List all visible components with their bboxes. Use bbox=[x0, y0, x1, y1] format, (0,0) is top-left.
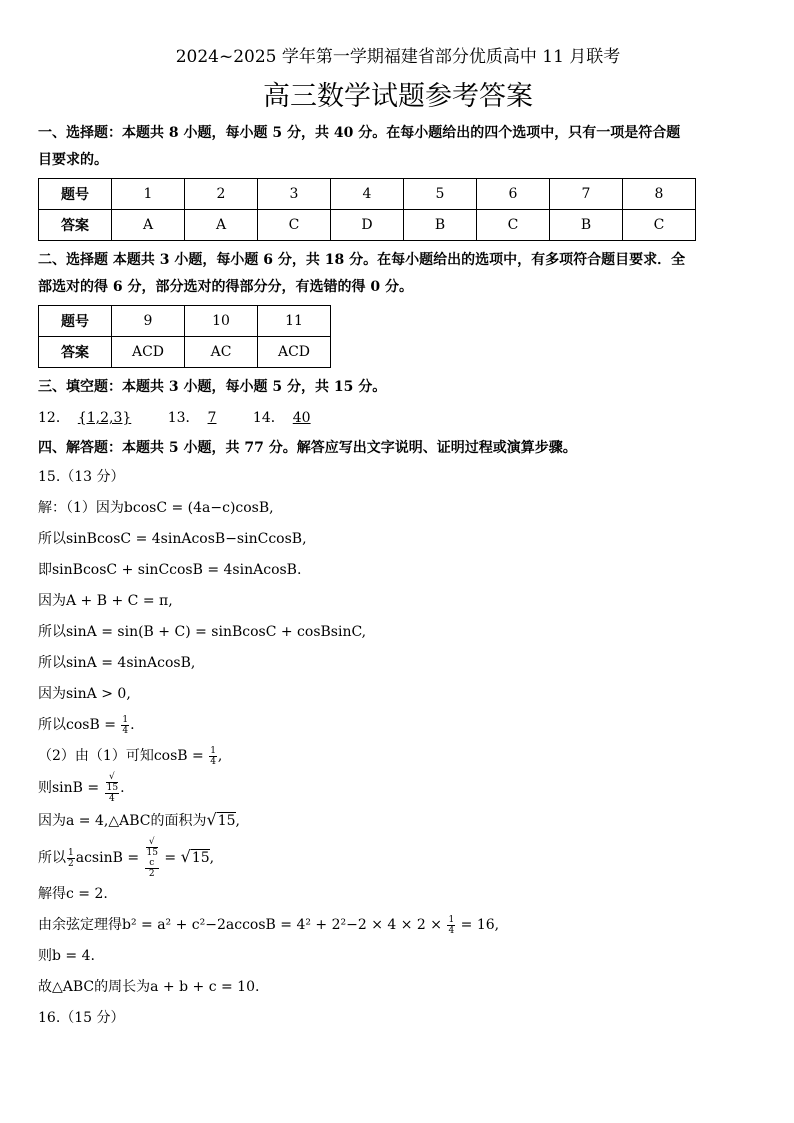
fraction bbox=[67, 848, 75, 869]
line-text: = 16, bbox=[456, 917, 500, 933]
question-number: 10 bbox=[185, 306, 258, 337]
fraction-denominator: 2 bbox=[68, 858, 74, 869]
fraction-denominator: 4 bbox=[210, 756, 216, 767]
question-number: 1 bbox=[112, 179, 185, 210]
question-number: 7 bbox=[550, 179, 623, 210]
answer-cell: ACD bbox=[258, 337, 331, 368]
answer-cell: ACD bbox=[112, 337, 185, 368]
row-label-answer: 答案 bbox=[39, 210, 112, 241]
fill-item-number: 14． bbox=[252, 410, 285, 426]
q15-header: 15.（13 分） bbox=[38, 469, 125, 485]
section1-heading: 一、选择题：本题共 8 小题，每小题 5 分，共 40 分。在每小题给出的四个选项中，只有一项是符合题 bbox=[38, 125, 681, 141]
question-number: 6 bbox=[477, 179, 550, 210]
question-number: 4 bbox=[331, 179, 404, 210]
section3-heading: 三、填空题：本题共 3 小题，每小题 5 分，共 15 分。 bbox=[38, 379, 387, 395]
fraction bbox=[105, 772, 119, 804]
line-text: 因为a = 4,△ABC的面积为 bbox=[38, 813, 207, 829]
answer-cell: AC bbox=[185, 337, 258, 368]
solution-line: 因为sinA > 0, bbox=[38, 686, 131, 702]
exam-title: 2024~2025 学年第一学期福建省部分优质高中 11 月联考 bbox=[175, 47, 621, 67]
fraction-numerator: 1 bbox=[68, 847, 74, 858]
question-number: 5 bbox=[404, 179, 477, 210]
equals: = bbox=[159, 850, 181, 866]
sqrt-radicand: 15 bbox=[146, 848, 158, 858]
table-row-answers bbox=[39, 210, 696, 241]
solution-line-area: 因为a = 4,△ABC的面积为√15, bbox=[38, 810, 240, 829]
answer-cell: D bbox=[331, 210, 404, 241]
answer-cell: B bbox=[550, 210, 623, 241]
solution-line-area-eq: 所以 $\frac{1}{2}$ acsinB = √ 15 c 2 = √15, bbox=[38, 837, 215, 879]
answer-cell: A bbox=[112, 210, 185, 241]
fraction-denominator: 4 bbox=[108, 794, 115, 804]
solution-line-cosine-law bbox=[38, 910, 758, 941]
line-text: acsinB = bbox=[75, 850, 144, 866]
fraction-denominator: 4 bbox=[122, 725, 129, 736]
q16-header: 16.（15 分） bbox=[38, 1010, 125, 1026]
fill-item-answer: {1,2,3} bbox=[77, 410, 132, 426]
question-number: 9 bbox=[112, 306, 185, 337]
line-text: 所以 bbox=[38, 850, 66, 866]
variable: c bbox=[149, 858, 155, 868]
fill-item bbox=[168, 403, 217, 433]
fill-item bbox=[38, 403, 131, 433]
solution-line: 故△ABC的周长为a + b + c = 10. bbox=[38, 979, 260, 995]
question-number: 3 bbox=[258, 179, 331, 210]
solution-line: 则b = 4. bbox=[38, 948, 95, 964]
solution-line: 所以sinA = 4sinAcosB, bbox=[38, 655, 196, 671]
sqrt-radicand: 15 bbox=[191, 850, 210, 866]
fill-in-answers bbox=[38, 403, 758, 433]
section1-answer-table bbox=[38, 178, 696, 241]
solution-line: 所以sinBcosC = 4sinAcosB−sinCcosB, bbox=[38, 531, 307, 547]
sqrt-radicand: 15 bbox=[106, 783, 119, 793]
fraction-numerator: 1 bbox=[122, 714, 129, 725]
fraction bbox=[121, 715, 129, 736]
solution-line-cosB: 所以cosB = $\frac{1}{4}$ . bbox=[38, 714, 135, 736]
line-text: （2）由（1）可知cosB = bbox=[38, 748, 209, 764]
fill-item-answer: 40 bbox=[292, 410, 311, 426]
line-text: 则sinB = bbox=[38, 780, 104, 796]
sqrt-symbol: √ bbox=[206, 810, 217, 829]
table-row-answers bbox=[39, 337, 331, 368]
section2-heading-cont: 部选对的得 6 分，部分选对的得部分分，有选错的得 0 分。 bbox=[38, 279, 413, 295]
solution-line: 解：（1）因为bcosC = (4a−c)cosB, bbox=[38, 500, 274, 516]
answer-cell: C bbox=[623, 210, 696, 241]
table-row-questions bbox=[39, 306, 331, 337]
document-title: 高三数学试题参考答案 bbox=[263, 81, 533, 112]
solution-line: 即sinBcosC + sinCcosB = 4sinAcosB. bbox=[38, 562, 302, 578]
row-label-question: 题号 bbox=[39, 306, 112, 337]
fraction-numerator: √ 15 bbox=[106, 772, 119, 793]
answer-cell: C bbox=[258, 210, 331, 241]
solution-line: 解得c = 2. bbox=[38, 886, 108, 902]
solution-line: 因为A + B + C = π, bbox=[38, 593, 173, 609]
fill-item bbox=[253, 403, 311, 433]
answer-cell: B bbox=[404, 210, 477, 241]
fraction-numerator: √ 15 c bbox=[146, 837, 158, 868]
fraction-numerator: 1 bbox=[210, 745, 216, 756]
solution-line-part2: （2）由（1）可知cosB = $\frac{1}{4}$ , bbox=[38, 745, 223, 767]
section1-heading-cont: 目要求的。 bbox=[38, 152, 108, 168]
solution-line: 所以sinA = sin(B + C) = sinBcosC + cosBsinC, bbox=[38, 624, 367, 640]
section4-heading: 四、解答题：本题共 5 小题，共 77 分。解答应写出文字说明、证明过程或演算步骤。 bbox=[38, 440, 577, 456]
section2-answer-table bbox=[38, 305, 331, 368]
fraction-denominator: 2 bbox=[148, 869, 155, 879]
fill-item-number: 12． bbox=[38, 410, 70, 426]
line-text: 由余弦定理得b² = a² + c²−2accosB = 4² + 2²−2 × 4 × 2 × bbox=[38, 917, 447, 933]
line-text: 所以cosB = bbox=[38, 717, 121, 733]
fill-item-number: 13． bbox=[167, 410, 200, 426]
answer-cell: C bbox=[477, 210, 550, 241]
sqrt-radicand: 15 bbox=[217, 813, 236, 829]
sqrt-symbol: √ bbox=[180, 847, 191, 866]
section2-heading: 二、选择题 本题共 3 小题，每小题 6 分，共 18 分。在每小题给出的选项中，有多项符合题目要求．全 bbox=[38, 252, 686, 268]
fraction-denominator: 4 bbox=[448, 925, 455, 936]
table-row-questions bbox=[39, 179, 696, 210]
fraction bbox=[145, 837, 159, 879]
fraction-numerator: 1 bbox=[448, 914, 455, 925]
answer-sheet-page bbox=[38, 44, 758, 1034]
question-number: 8 bbox=[623, 179, 696, 210]
question-number: 11 bbox=[258, 306, 331, 337]
fill-item-answer: 7 bbox=[207, 410, 217, 426]
row-label-answer: 答案 bbox=[39, 337, 112, 368]
solution-line-sinB: 则sinB = √ 15 4 . bbox=[38, 772, 125, 804]
row-label-question: 题号 bbox=[39, 179, 112, 210]
fraction bbox=[209, 746, 217, 767]
question-number: 2 bbox=[185, 179, 258, 210]
answer-cell: A bbox=[185, 210, 258, 241]
fraction bbox=[447, 915, 455, 936]
